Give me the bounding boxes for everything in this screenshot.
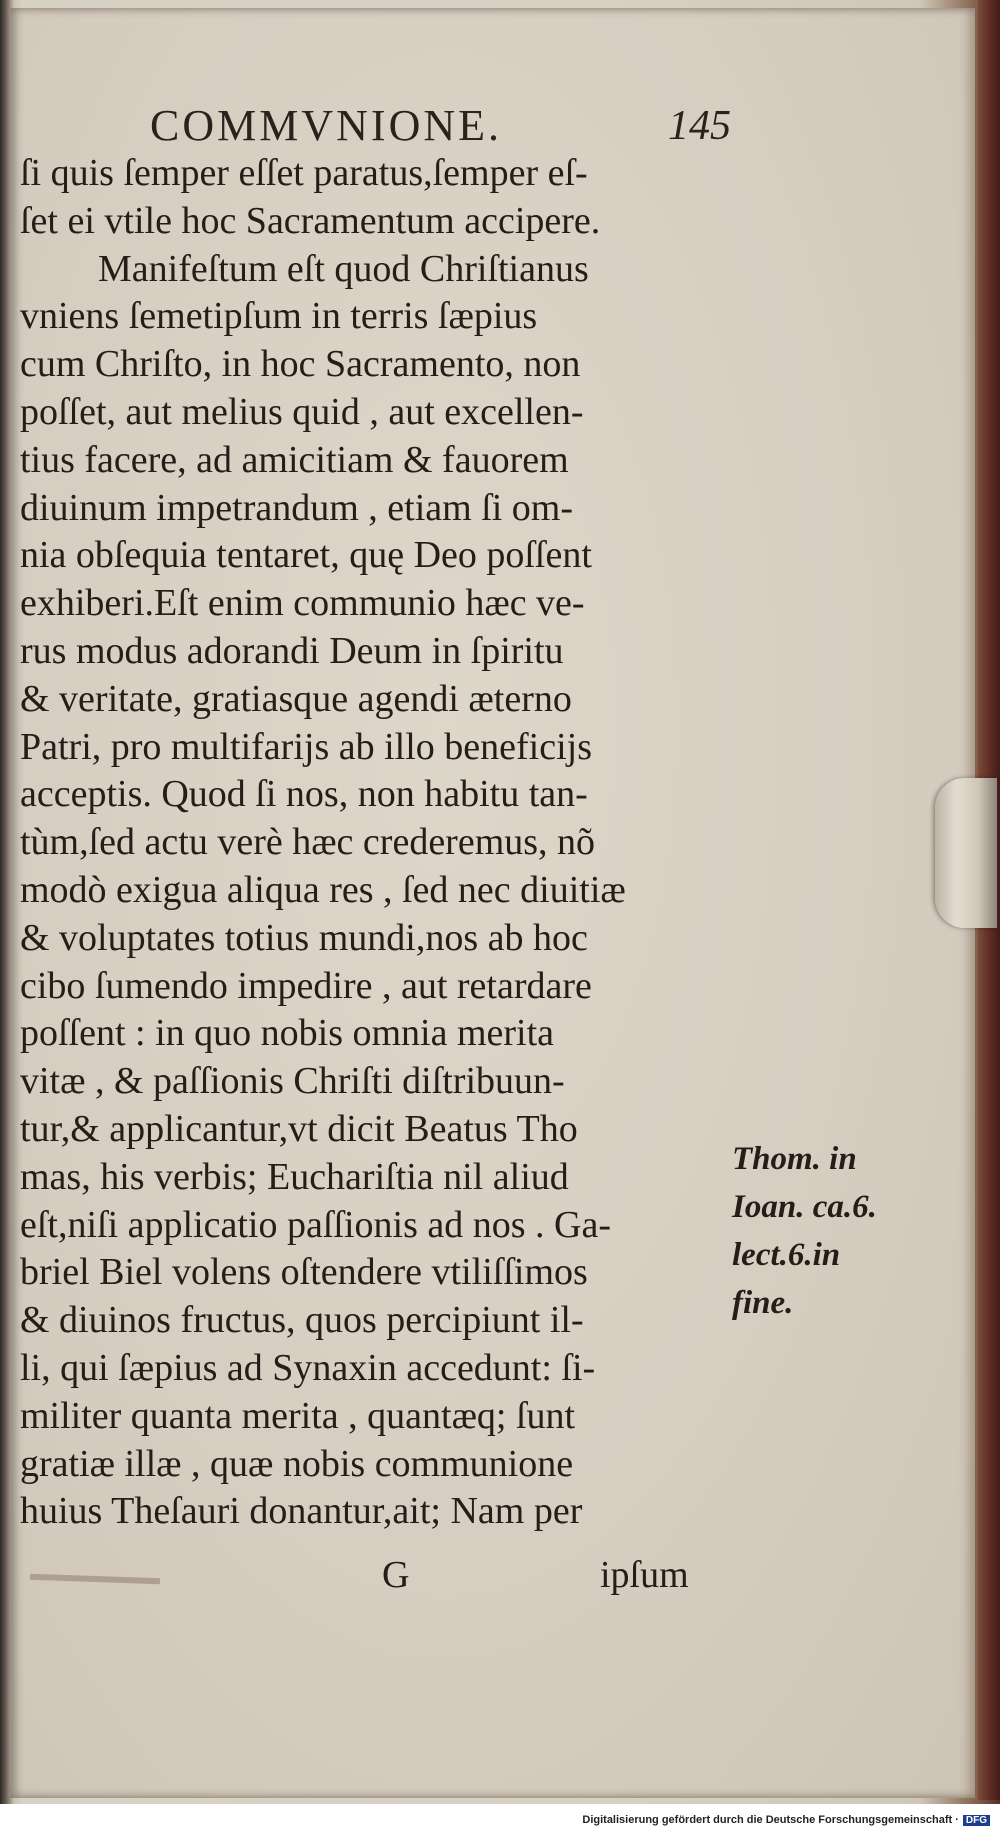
text-line: & voluptates totius mundi,nos ab hoc xyxy=(20,916,588,959)
text-line: poſſet, aut melius quid , aut excellen- xyxy=(20,390,584,433)
text-line: poſſent : in quo nobis omnia merita xyxy=(20,1012,555,1055)
credit-bar xyxy=(0,1804,1000,1834)
body-text xyxy=(20,150,720,1536)
text-line: ſet ei vtile hoc Sacramentum accipere. xyxy=(20,199,601,242)
signature-mark: G xyxy=(382,1554,410,1596)
text-line: mas, his verbis; Euchariſtia nil aliud xyxy=(20,1155,569,1198)
text-line: ſi quis ſemper eſſet paratus,ſemper eſ- xyxy=(20,152,588,194)
text-line: acceptis. Quod ſi nos, non habitu tan- xyxy=(20,773,588,816)
text-line: gratiæ illæ , quæ nobis communione xyxy=(20,1442,574,1485)
book-clasp xyxy=(935,778,997,928)
margin-note xyxy=(732,1135,932,1327)
text-line: tùm,ſed actu verè hæc crederemus, nõ xyxy=(20,821,596,864)
text-line: briel Biel volens oſtendere vtiliſſimos xyxy=(20,1251,588,1294)
margin-note-line: Thom. in xyxy=(732,1141,857,1177)
text-line: cibo ſumendo impedire , aut retardare xyxy=(20,964,592,1007)
margin-note-line: fine. xyxy=(732,1285,794,1321)
margin-note-line: lect.6.in xyxy=(732,1237,841,1273)
text-line: tius facere, ad amicitiam & fauorem xyxy=(20,438,569,481)
text-line: militer quanta merita , quantæq; ſunt xyxy=(20,1394,576,1437)
text-line: eſt,niſi applicatio paſſionis ad nos . Ga- xyxy=(20,1203,611,1246)
text-line: & veritate, gratiasque agendi æterno xyxy=(20,677,572,720)
footer-line xyxy=(0,1553,730,1603)
running-head-title: COMMVNIONE. xyxy=(150,101,502,150)
text-line: rus modus adorandi Deum in ſpiritu xyxy=(20,629,564,672)
text-line: diuinum impetrandum , etiam ſi om- xyxy=(20,486,574,529)
catchword: ipſum xyxy=(600,1554,689,1596)
dfg-logo-icon: DFG xyxy=(963,1815,990,1826)
margin-note-line: Ioan. ca.6. xyxy=(732,1189,877,1225)
text-line: & diuinos fructus, quos percipiunt il- xyxy=(20,1299,584,1342)
text-line: exhiberi.Eſt enim communio hæc ve- xyxy=(20,582,585,625)
digitization-credit xyxy=(582,1814,990,1826)
text-line: huius Theſauri donantur,ait; Nam per xyxy=(20,1490,583,1533)
text-line: li, qui ſæpius ad Synaxin accedunt: ſi- xyxy=(20,1346,596,1389)
text-line: nia obſequia tentaret, quę Deo poſſent xyxy=(20,534,592,577)
text-line: Patri, pro multifarijs ab illo beneficijs xyxy=(20,725,592,768)
text-line: Manifeſtum eſt quod Chriſtianus xyxy=(98,247,589,290)
page-number: 145 xyxy=(668,103,731,149)
text-line: modò exigua aliqua res , ſed nec diuitiæ xyxy=(20,868,626,911)
credit-text: Digitalisierung gefördert durch die Deutsche Forschungsgemeinschaft · xyxy=(582,1814,959,1826)
text-line: tur,& applicantur,vt dicit Beatus Tho xyxy=(20,1107,578,1150)
text-line: cum Chriſto, in hoc Sacramento, non xyxy=(20,343,581,386)
text-line: vitæ , & paſſionis Chriſti diſtribuun- xyxy=(20,1060,565,1103)
text-line: vniens ſemetipſum in terris ſæpius xyxy=(20,295,538,338)
running-head xyxy=(0,100,1000,156)
